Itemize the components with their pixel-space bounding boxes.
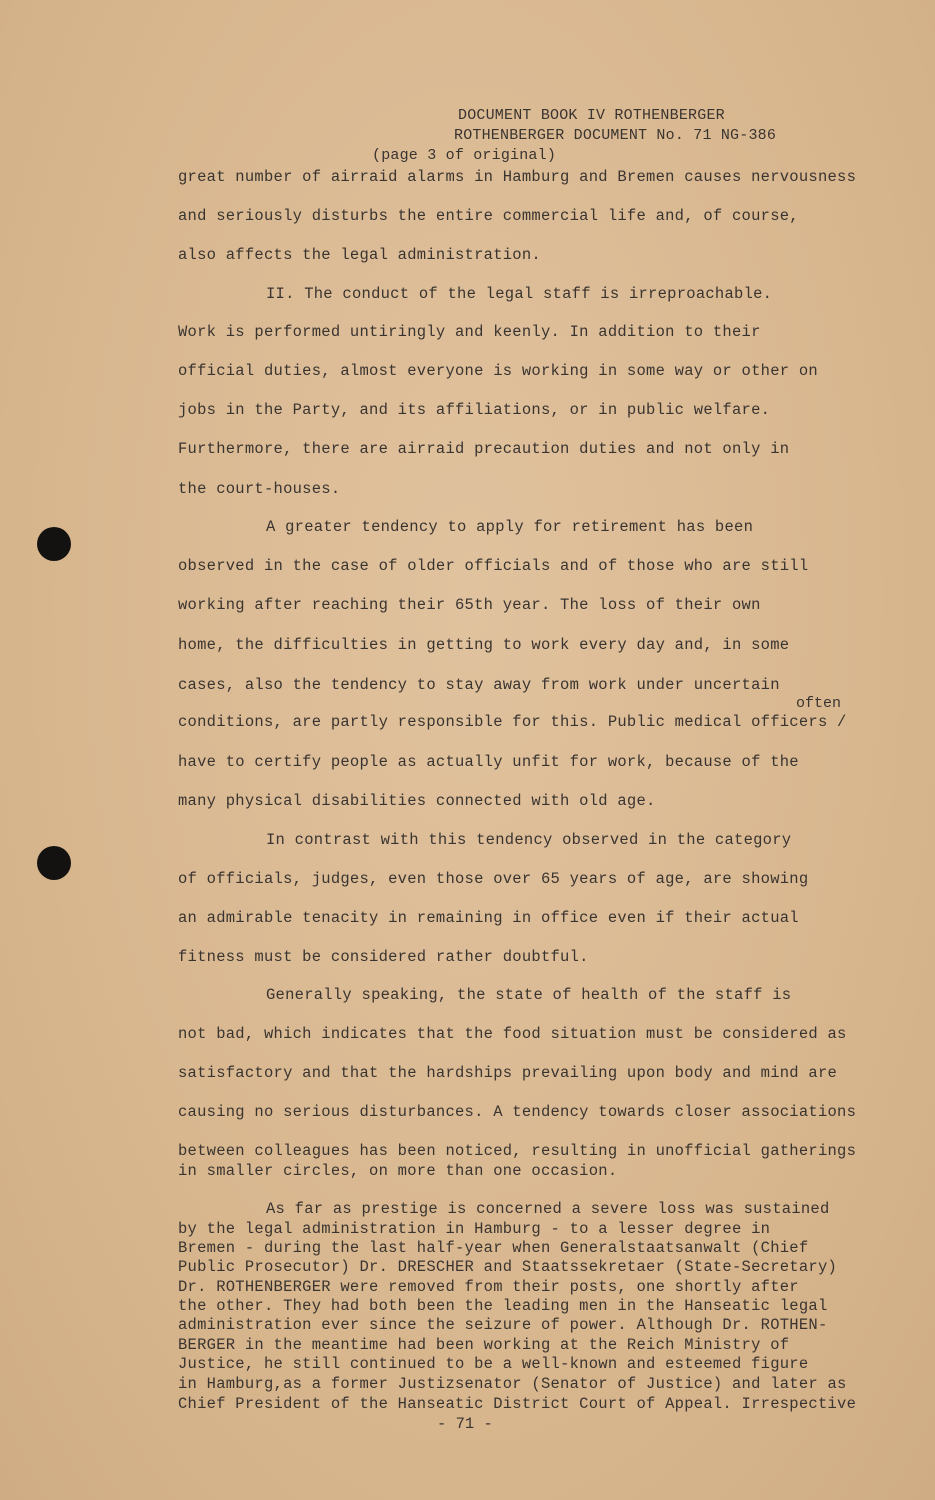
body-line: Dr. ROTHENBERGER were removed from their posts, one shortly after [178, 1278, 799, 1296]
punch-hole-bottom [37, 846, 71, 880]
body-line: A greater tendency to apply for retirement has been [266, 518, 754, 536]
body-line: II. The conduct of the legal staff is irreproachable. [266, 285, 773, 303]
body-line: have to certify people as actually unfit for work, because of the [178, 753, 799, 771]
body-line: Chief President of the Hanseatic District Court of Appeal. Irrespective [178, 1395, 857, 1413]
body-line: working after reaching their 65th year. The loss of their own [178, 596, 761, 614]
header-line-3: (page 3 of original) [372, 147, 557, 164]
body-line: also affects the legal administration. [178, 246, 541, 264]
body-line: jobs in the Party, and its affiliations, or in public welfare. [178, 401, 771, 419]
body-line: an admirable tenacity in remaining in office even if their actual [178, 909, 799, 927]
header-line-1: DOCUMENT BOOK IV ROTHENBERGER [458, 107, 725, 124]
body-line: by the legal administration in Hamburg - to a lesser degree in [178, 1220, 771, 1238]
body-line: observed in the case of older officials and of those who are still [178, 557, 809, 575]
body-line: Generally speaking, the state of health of the staff is [266, 986, 792, 1004]
body-line: Furthermore, there are airraid precaution duties and not only in [178, 440, 790, 458]
body-line: home, the difficulties in getting to work every day and, in some [178, 636, 790, 654]
body-line: satisfactory and that the hardships prevailing upon body and mind are [178, 1064, 838, 1082]
body-line: the other. They had both been the leading men in the Hanseatic legal [178, 1297, 828, 1315]
header-line-2: ROTHENBERGER DOCUMENT No. 71 NG-386 [454, 127, 777, 144]
body-line: Bremen - during the last half-year when Generalstaatsanwalt (Chief [178, 1239, 809, 1257]
body-line: not bad, which indicates that the food situation must be considered as [178, 1025, 847, 1043]
body-line: official duties, almost everyone is working in some way or other on [178, 362, 818, 380]
body-line: between colleagues has been noticed, resulting in unofficial gatherings [178, 1142, 857, 1160]
body-line: great number of airraid alarms in Hamburg and Bremen causes nervousness [178, 168, 857, 186]
body-line: In contrast with this tendency observed in the category [266, 831, 792, 849]
body-line: administration ever since the seizure of power. Although Dr. ROTHEN- [178, 1316, 828, 1334]
body-line: Public Prosecutor) Dr. DRESCHER and Staatssekretaer (State-Secretary) [178, 1258, 838, 1276]
body-line: Work is performed untiringly and keenly. In addition to their [178, 323, 761, 341]
body-line: of officials, judges, even those over 65 years of age, are showing [178, 870, 809, 888]
punch-hole-top [37, 527, 71, 561]
body-line: BERGER in the meantime had been working at the Reich Ministry of [178, 1336, 790, 1354]
body-line: the court-houses. [178, 480, 341, 498]
document-header [372, 106, 872, 166]
body-line: in smaller circles, on more than one occasion. [178, 1162, 618, 1180]
body-line: fitness must be considered rather doubtful. [178, 948, 589, 966]
page-number: - 71 - [437, 1415, 493, 1433]
body-line: conditions, are partly responsible for this. Public medical officers / [178, 713, 847, 731]
body-line: Justice, he still continued to be a well-known and esteemed figure [178, 1355, 809, 1373]
handwritten-insert: often [796, 695, 842, 712]
body-line: and seriously disturbs the entire commercial life and, of course, [178, 207, 799, 225]
body-line: causing no serious disturbances. A tendency towards closer associations [178, 1103, 857, 1121]
body-line: many physical disabilities connected with old age. [178, 792, 656, 810]
body-line: in Hamburg,as a former Justizsenator (Senator of Justice) and later as [178, 1375, 847, 1393]
body-line: cases, also the tendency to stay away from work under uncertain [178, 676, 780, 694]
body-line: As far as prestige is concerned a severe loss was sustained [266, 1200, 830, 1218]
